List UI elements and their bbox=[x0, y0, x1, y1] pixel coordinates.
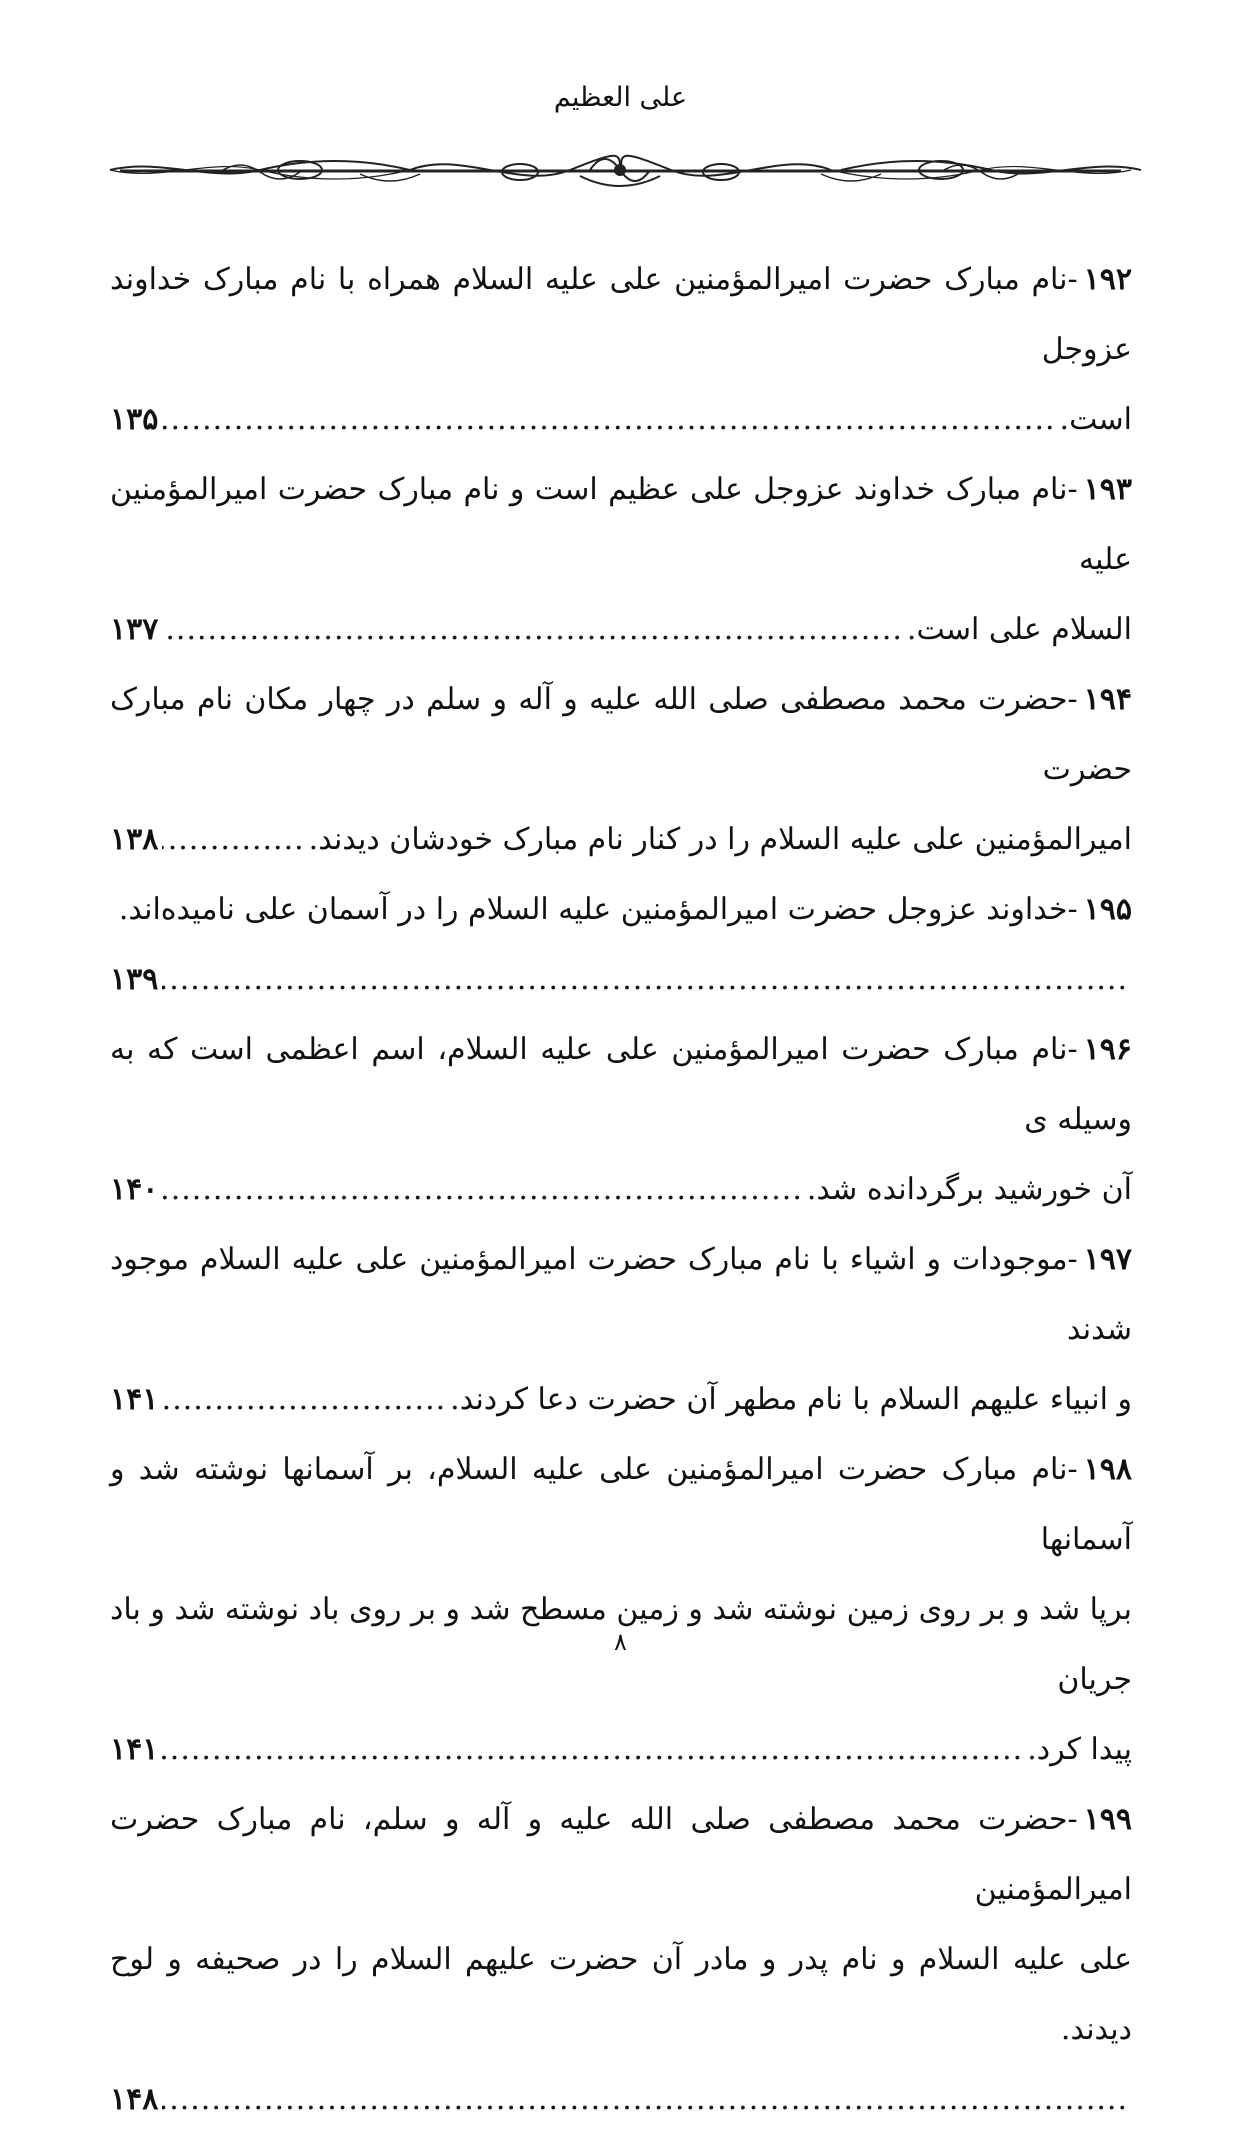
toc-entry-leader-line bbox=[110, 1155, 1132, 1225]
toc-entry[interactable] bbox=[110, 1785, 1132, 2135]
toc-entry-text: -نام مبارک حضرت امیرالمؤمنین علی علیه السلام، اسم اعظمی است که به وسیله ی bbox=[110, 1032, 1132, 1137]
toc-entry-page-number: ۱۴۰ bbox=[110, 1172, 159, 1207]
toc-entry-leader-line bbox=[110, 595, 1132, 665]
dot-leader bbox=[162, 385, 1055, 455]
toc-entry-text: -حضرت محمد مصطفی صلی الله علیه و آله و سلم، نام مبارک حضرت امیرالمؤمنین bbox=[110, 1802, 1132, 1907]
toc-entry-text: السلام علی است. bbox=[906, 612, 1132, 647]
toc-entry-number: ۱۹۴ bbox=[1083, 682, 1132, 717]
dot-leader bbox=[162, 1715, 1023, 1785]
dot-leader bbox=[162, 595, 903, 665]
toc-entry-line bbox=[110, 1435, 1132, 1575]
toc-entry-text: -حضرت محمد مصطفی صلی الله علیه و آله و سلم در چهار مکان نام مبارک حضرت bbox=[110, 682, 1132, 787]
toc-entry-line bbox=[110, 1785, 1132, 1925]
decorative-scroll-divider-icon bbox=[100, 140, 1141, 200]
toc-entry-line bbox=[110, 1925, 1132, 2065]
toc-entry-page-number: ۱۴۸ bbox=[110, 2082, 159, 2117]
toc-entry-line bbox=[110, 665, 1132, 805]
running-header-title: علی العظیم bbox=[553, 82, 688, 113]
toc-entry-text: امیرالمؤمنین علی علیه السلام را در کنار نام مبارک خودشان دیدند. bbox=[308, 822, 1132, 857]
toc-entry-page-number: ۱۴۱ bbox=[110, 1732, 159, 1767]
toc-entry-leader-line bbox=[110, 1715, 1132, 1785]
dot-leader bbox=[162, 2065, 1128, 2135]
toc-entry-page-number: ۱۴۱ bbox=[110, 1382, 159, 1417]
toc-entry-text: -موجودات و اشیاء با نام مبارک حضرت امیرالمؤمنین علی علیه السلام موجود شدند bbox=[110, 1242, 1132, 1347]
toc-entry-text: -نام مبارک حضرت امیرالمؤمنین علی علیه السلام، بر آسمانها نوشته شد و آسمانها bbox=[110, 1452, 1132, 1557]
toc-entry[interactable] bbox=[110, 1015, 1132, 1225]
toc-entry-leader-line bbox=[110, 385, 1132, 455]
dot-leader bbox=[162, 945, 1128, 1015]
toc-entry-number: ۱۹۶ bbox=[1083, 1032, 1132, 1067]
toc-entry[interactable] bbox=[110, 1435, 1132, 1785]
toc-entry-text: و انبیاء علیهم السلام با نام مطهر آن حضرت دعا کردند. bbox=[450, 1382, 1132, 1417]
toc-entry[interactable] bbox=[110, 455, 1132, 665]
toc-entry[interactable] bbox=[110, 875, 1132, 1015]
toc-entry-text: علی علیه السلام و نام پدر و مادر آن حضرت علیهم السلام را در صحیفه و لوح دیدند. bbox=[110, 1942, 1132, 2047]
toc-entry-leader-line bbox=[110, 1365, 1132, 1435]
toc-entry-text: برپا شد و بر روی زمین نوشته شد و زمین مسطح شد و بر روی باد نوشته شد و باد جریان bbox=[110, 1592, 1132, 1697]
toc-entry-text: -خداوند عزوجل حضرت امیرالمؤمنین علیه السلام را در آسمان علی نامیده‌اند. bbox=[118, 892, 1078, 927]
toc-entry-line bbox=[110, 1015, 1132, 1155]
page-number: ۸ bbox=[614, 1628, 627, 1656]
toc-entry-leader-line bbox=[110, 805, 1132, 875]
toc-entry[interactable] bbox=[110, 665, 1132, 875]
dot-leader bbox=[162, 1155, 803, 1225]
toc-entry-number: ۱۹۹ bbox=[1083, 1802, 1132, 1837]
toc-entry[interactable] bbox=[110, 1225, 1132, 1435]
toc-entry-number: ۱۹۳ bbox=[1083, 472, 1132, 507]
toc-entry-number: ۱۹۵ bbox=[1083, 892, 1132, 927]
toc-entry-text: -نام مبارک حضرت امیرالمؤمنین علی علیه السلام همراه با نام مبارک خداوند عزوجل bbox=[110, 262, 1132, 367]
toc-entry-text: آن خورشید برگردانده شد. bbox=[806, 1172, 1132, 1207]
toc-entry-number: ۱۹۷ bbox=[1083, 1242, 1132, 1277]
toc-entry-page-number: ۱۳۷ bbox=[110, 612, 159, 647]
toc-entry-leader-line bbox=[110, 945, 1132, 1015]
toc-entry-line bbox=[110, 875, 1132, 945]
toc-entry-line bbox=[110, 455, 1132, 595]
toc-entry-line bbox=[110, 245, 1132, 385]
toc-entry[interactable] bbox=[110, 245, 1132, 455]
toc-entry-page-number: ۱۳۸ bbox=[110, 822, 159, 857]
toc-entry-number: ۱۹۲ bbox=[1083, 262, 1132, 297]
toc-entry-page-number: ۱۳۹ bbox=[110, 962, 159, 997]
toc-entry-page-number: ۱۳۵ bbox=[110, 402, 159, 437]
table-of-contents bbox=[110, 245, 1132, 2135]
toc-entry-leader-line bbox=[110, 2065, 1132, 2135]
dot-leader bbox=[162, 1365, 446, 1435]
toc-entry-number: ۱۹۸ bbox=[1083, 1452, 1132, 1487]
toc-entry-text: پیدا کرد. bbox=[1027, 1732, 1132, 1767]
toc-entry-line bbox=[110, 1225, 1132, 1365]
toc-entry-text: -نام مبارک خداوند عزوجل علی عظیم است و نام مبارک حضرت امیرالمؤمنین علیه bbox=[110, 472, 1132, 577]
toc-entry-text: است. bbox=[1059, 402, 1132, 437]
dot-leader bbox=[162, 805, 304, 875]
